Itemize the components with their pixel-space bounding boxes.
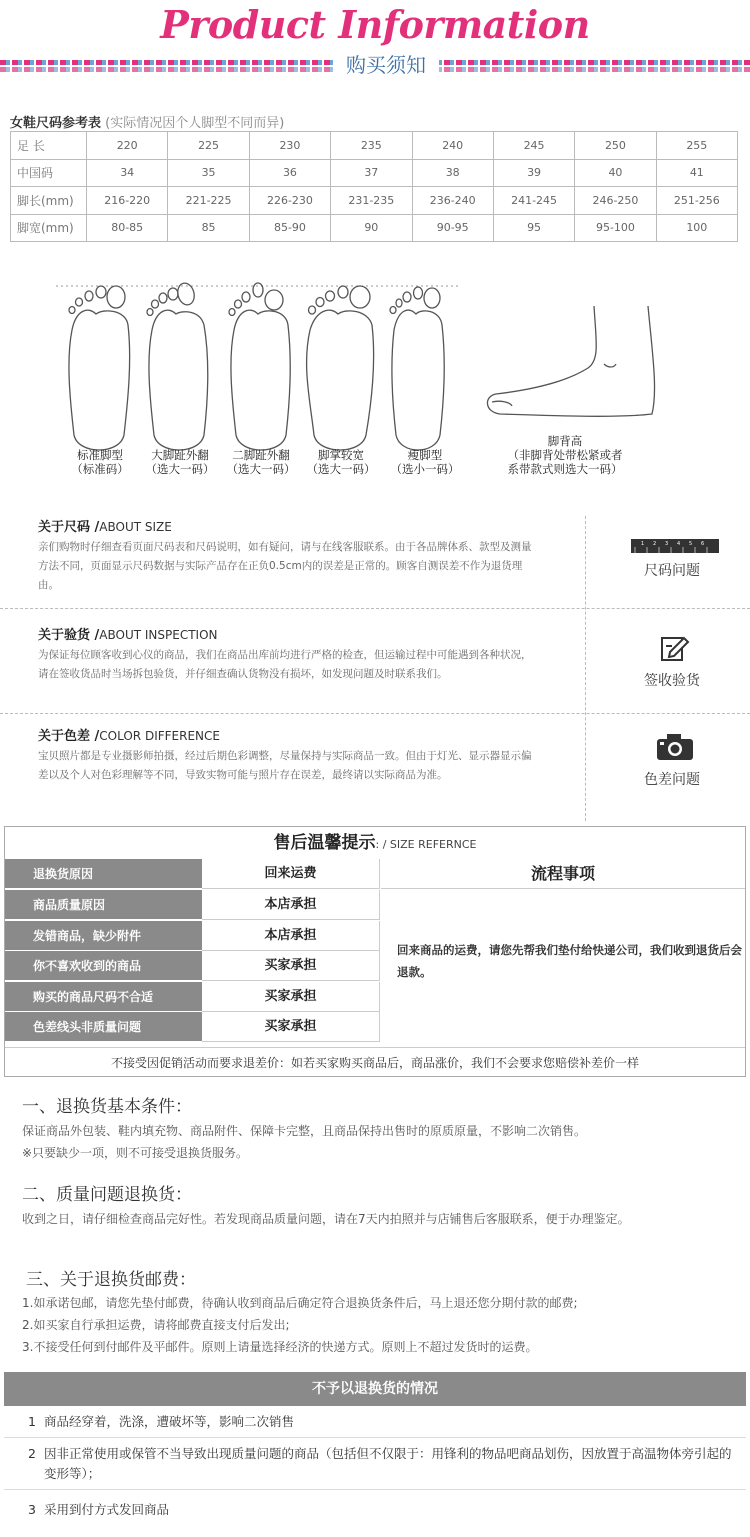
section-heading-postage: 三、关于退换货邮费：	[26, 1270, 196, 1290]
svg-text:6: 6	[701, 541, 705, 547]
size-cell: 35	[168, 159, 249, 187]
header-title: Product Information	[160, 2, 590, 47]
foot-label-narrow: 瘦脚型 （选小一码）	[390, 448, 460, 476]
size-cell: 90	[331, 214, 412, 242]
info-divider	[0, 713, 750, 714]
after-sales-col1-head: 退换货原因	[5, 859, 202, 889]
after-sales-footer: 不接受因促销活动而要求退差价：如若买家购买商品后，商品涨价，我们不会要求您赔偿补差价一样	[5, 1047, 745, 1077]
svg-text:3: 3	[665, 541, 669, 547]
foot-label-standard: 标准脚型 （标准码）	[71, 448, 129, 476]
section-body-basic: 保证商品外包装、鞋内填充物、商品附件、保障卡完整，且商品保持出售时的原质原量，不影响二次销售。 ※只要缺少一项，则不可接受退换货服务。	[22, 1124, 587, 1160]
page-header	[0, 0, 750, 90]
size-cell: 100	[656, 214, 737, 242]
foot-label-high-instep: 脚背高 （非脚背处带松紧或者 系带款式则选大一码）	[507, 434, 623, 476]
size-cell: 85-90	[249, 214, 330, 242]
size-cell: 230	[249, 132, 330, 160]
after-sales-fee: 本店承担	[202, 921, 380, 951]
size-cell: 38	[412, 159, 493, 187]
size-cell: 80-85	[87, 214, 168, 242]
after-sales-reason: 色差线头非质量问题	[5, 1012, 202, 1042]
size-cell: 246-250	[575, 187, 656, 215]
foot-label-second-toe: 二脚趾外翻 （选大一码）	[226, 448, 296, 476]
size-cell: 90-95	[412, 214, 493, 242]
size-cell: 236-240	[412, 187, 493, 215]
list-item: 1 商品经穿着，洗涤，遭破坏等，影响二次销售	[4, 1406, 746, 1438]
ruler-icon	[640, 538, 710, 557]
after-sales-table	[4, 826, 746, 1077]
edit-icon	[640, 634, 710, 666]
foot-label-bunion: 大脚趾外翻 （选大一码）	[145, 448, 215, 476]
foot-second-toe-icon	[229, 283, 290, 450]
size-cell: 221-225	[168, 187, 249, 215]
not-returnable-box	[4, 1372, 746, 1537]
info-inspection-icon-label: 签收验货	[644, 673, 700, 689]
info-color-body: 宝贝照片都是专业摄影师拍摄，经过后期色彩调整，尽量保持与实际商品一致。但由于灯光、显示器显示偏差以及个人对色彩理解等不同，导致实物可能与照片存在误差，最终请以实际商品为准。	[38, 750, 532, 781]
svg-text:1: 1	[641, 541, 645, 547]
size-cell: 240	[412, 132, 493, 160]
after-sales-fee: 本店承担	[202, 890, 380, 920]
foot-standard-icon	[69, 286, 130, 450]
size-cell: 241-245	[493, 187, 574, 215]
section-heading-quality: 二、质量问题退换货：	[22, 1185, 192, 1205]
size-row-label: 脚长(mm)	[11, 187, 87, 215]
after-sales-fee: 买家承担	[202, 982, 380, 1012]
size-cell: 34	[87, 159, 168, 187]
svg-text:4: 4	[677, 541, 681, 547]
size-cell: 41	[656, 159, 737, 187]
info-inspection-body: 为保证每位顾客收到心仪的商品，我们在商品出库前均进行严格的检查，但运输过程中可能遇到各种状况，请在签收货品时当场拆包验货，并仔细查确认货物没有损坏，如发现问题及时联系我们。	[38, 649, 532, 680]
foot-high-instep-icon	[487, 306, 654, 416]
size-cell: 245	[493, 132, 574, 160]
info-size-icon-label: 尺码问题	[644, 563, 700, 579]
after-sales-col2-head: 回来运费	[202, 859, 380, 889]
info-size-body: 亲们购物时仔细查看页面尺码表和尺码说明，如有疑问，请与在线客服联系。由于各品牌体系、款型及测量方法不同，页面显示尺码数据与实际产品存在正负0.5cm内的误差是正常的。顾客自测误差不作为退货理由。	[38, 541, 532, 591]
size-cell: 250	[575, 132, 656, 160]
after-sales-reason: 购买的商品尺码不合适	[5, 982, 202, 1012]
size-cell: 216-220	[87, 187, 168, 215]
section-body-quality: 收到之日，请仔细检查商品完好性。若发现商品质量问题，请在7天内拍照并与店铺售后客服联系，便于办理鉴定。	[22, 1212, 630, 1226]
size-row-label: 中国码	[11, 159, 87, 187]
size-cell: 37	[331, 159, 412, 187]
after-sales-fee: 买家承担	[202, 1012, 380, 1042]
table-row	[11, 159, 738, 187]
list-item: 3 采用到付方式发回商品	[28, 1502, 170, 1517]
foot-bunion-icon	[147, 281, 208, 450]
section-body-postage: 1.如承诺包邮，请您先垫付邮费，待确认收到商品后确定符合退换货条件后，马上退还您分期付款的邮费; 2.如买家自行承担运费，请将邮费直接支付后发出; 3.不接受任何到付邮件及平邮件。原则上请量选择经济的快递方式。原则上不超过发货时的运费。	[22, 1296, 578, 1354]
size-cell: 40	[575, 159, 656, 187]
size-row-label: 足 长	[11, 132, 87, 160]
size-caption-text: 女鞋尺码参考表	[10, 116, 102, 131]
size-row-label: 脚宽(mm)	[11, 214, 87, 242]
after-sales-reason: 发错商品，缺少附件	[5, 921, 202, 951]
size-cell: 255	[656, 132, 737, 160]
section-heading-basic: 一、退换货基本条件：	[22, 1097, 192, 1117]
size-cell: 251-256	[656, 187, 737, 215]
table-row	[11, 132, 738, 160]
info-size-title: 关于尺码 /ABOUT SIZE	[38, 520, 172, 535]
not-returnable-title: 不予以退换货的情况	[4, 1372, 746, 1406]
size-cell: 39	[493, 159, 574, 187]
after-sales-title: 售后温馨提示: / SIZE REFERNCE	[273, 833, 477, 853]
info-divider	[0, 608, 750, 609]
after-sales-col3-head: 流程事项	[381, 859, 745, 889]
after-sales-reason: 你不喜欢收到的商品	[5, 951, 202, 981]
foot-types-illustration	[0, 270, 750, 490]
info-inspection-title: 关于验货 /ABOUT INSPECTION	[38, 628, 218, 643]
size-cell: 220	[87, 132, 168, 160]
after-sales-fee: 买家承担	[202, 951, 380, 981]
size-cell: 235	[331, 132, 412, 160]
info-divider-vertical	[585, 516, 586, 821]
size-cell: 226-230	[249, 187, 330, 215]
table-row	[11, 214, 738, 242]
foot-wide-icon	[307, 286, 374, 450]
size-cell: 36	[249, 159, 330, 187]
table-row	[11, 187, 738, 215]
size-cell: 225	[168, 132, 249, 160]
header-subtitle: 购买须知	[333, 50, 439, 80]
svg-text:5: 5	[689, 541, 693, 547]
camera-icon	[640, 733, 710, 765]
size-cell: 231-235	[331, 187, 412, 215]
size-table	[10, 131, 738, 242]
info-color-icon-label: 色差问题	[644, 772, 700, 788]
size-caption-note: (实际情况因个人脚型不同而异)	[105, 116, 285, 131]
after-sales-process-note: 回来商品的运费，请您先帮我们垫付给快递公司，我们收到退货后会退款。	[397, 943, 742, 979]
svg-text:2: 2	[653, 541, 657, 547]
size-cell: 95	[493, 214, 574, 242]
info-color-title: 关于色差 /COLOR DIFFERENCE	[38, 729, 220, 744]
size-cell: 85	[168, 214, 249, 242]
size-cell: 95-100	[575, 214, 656, 242]
list-item: 2 因非正常使用或保管不当导致出现质量问题的商品（包括但不仅限于：用锋利的物品吧商品划伤，因放置于高温物体旁引起的变形等）；	[4, 1438, 746, 1490]
foot-label-wide: 脚掌较宽 （选大一码）	[306, 448, 376, 476]
after-sales-reason: 商品质量原因	[5, 890, 202, 920]
size-table-caption	[10, 112, 284, 131]
foot-narrow-icon	[390, 287, 444, 450]
